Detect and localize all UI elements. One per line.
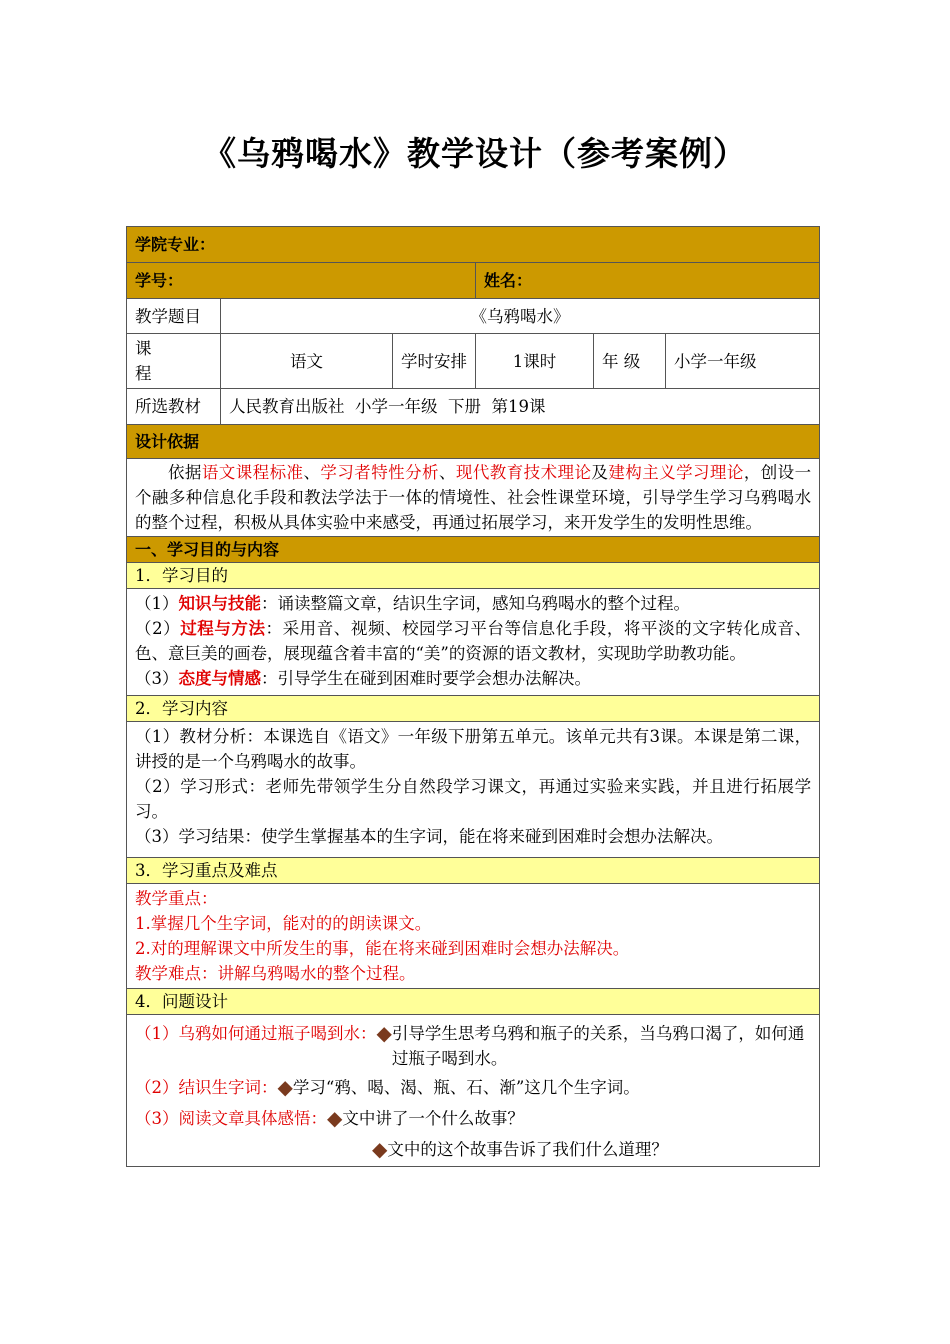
keypoint-2: 2.对的理解课文中所发生的事，能在将来碰到困难时会想办法解决。 bbox=[135, 939, 630, 958]
topic-row bbox=[127, 299, 820, 334]
hours-label: 学时安排 bbox=[393, 334, 476, 389]
lesson-plan-table bbox=[126, 226, 820, 1167]
goals-content bbox=[127, 589, 820, 696]
questions-body bbox=[127, 1015, 820, 1167]
question-2 bbox=[135, 1075, 811, 1100]
basis-term-constructivism: 建构主义学习理论 bbox=[608, 463, 744, 482]
goals-row bbox=[127, 589, 820, 696]
question-3-label: （3）阅读文章具体感悟： bbox=[135, 1109, 327, 1128]
basis-prefix: 依据 bbox=[168, 463, 202, 482]
basis-term-edtech: 现代教育技术理论 bbox=[455, 463, 592, 482]
basis-sep: 及 bbox=[591, 463, 609, 482]
content-result: （3）学习结果：使学生掌握基本的生字词，能在将来碰到困难时会想办法解决。 bbox=[135, 827, 723, 846]
college-row bbox=[127, 227, 820, 263]
diamond-bullet-icon: ◆ bbox=[372, 1137, 388, 1161]
course-row bbox=[127, 334, 820, 389]
section1-heading: 一、学习目的与内容 bbox=[127, 537, 820, 563]
basis-sep: 、 bbox=[303, 463, 321, 482]
questions-row bbox=[127, 1015, 820, 1167]
section1-heading-row bbox=[127, 537, 820, 563]
college-label: 学院专业： bbox=[127, 227, 820, 263]
keypoints-body bbox=[127, 884, 820, 989]
keypoints-label: 教学重点： bbox=[135, 889, 218, 908]
grade-value: 小学一年级 bbox=[666, 334, 820, 389]
diamond-bullet-icon: ◆ bbox=[327, 1106, 343, 1130]
goals-heading: 1．学习目的 bbox=[127, 563, 820, 589]
question-2-text: 学习“鸦、喝、渴、瓶、石、渐”这几个生字词。 bbox=[292, 1078, 640, 1097]
question-3 bbox=[135, 1106, 811, 1131]
basis-term-learner: 学习者特性分析 bbox=[320, 463, 439, 482]
course-label: 课程 bbox=[127, 334, 221, 389]
question-2-label: （2）结识生字词： bbox=[135, 1078, 278, 1097]
textbook-label: 所选教材 bbox=[127, 389, 221, 425]
grade-label: 年 级 bbox=[594, 334, 666, 389]
basis-rest: ，创设一个融多种信息化手段和教法学法于一体的情境性、社会性课堂环境，引导学生学习乌鸦喝水的整个过程，积极从具体实验中来感受，再通过拓展学习，来开发学生的发明性思维。 bbox=[135, 463, 812, 532]
content-heading-row bbox=[127, 696, 820, 722]
keypoints-heading: 3．学习重点及难点 bbox=[127, 858, 820, 884]
design-basis-row bbox=[127, 459, 820, 537]
diamond-bullet-icon: ◆ bbox=[376, 1021, 392, 1045]
topic-value: 《乌鸦喝水》 bbox=[221, 299, 820, 334]
keypoints-heading-row bbox=[127, 858, 820, 884]
content-heading: 2．学习内容 bbox=[127, 696, 820, 722]
goal-process: （2）过程与方法：采用音、视频、校园学习平台等信息化手段，将平淡的文字转化成音、色、意巨美的画卷，展现蕴含着丰富的“美”的资源的语文教材，实现助学助教功能。 bbox=[135, 619, 812, 663]
design-basis-paragraph bbox=[127, 459, 820, 537]
question-1-label: （1）乌鸦如何通过瓶子喝到水： bbox=[135, 1024, 377, 1043]
basis-sep: 、 bbox=[438, 463, 456, 482]
textbook-row bbox=[127, 389, 820, 425]
content-row bbox=[127, 722, 820, 858]
textbook-value: 人民教育出版社 小学一年级 下册 第19课 bbox=[221, 389, 820, 425]
content-analysis: （1）教材分析：本课选自《语文》一年级下册第五单元。该单元共有3课。本课是第二课，讲授的是一个乌鸦喝水的故事。 bbox=[135, 727, 812, 771]
question-3-text-2: 文中的这个故事告诉了我们什么道理？ bbox=[387, 1140, 668, 1159]
questions-heading-row bbox=[127, 989, 820, 1015]
difficulty: 教学难点：讲解乌鸦喝水的整个过程。 bbox=[135, 964, 416, 983]
question-3-text: 文中讲了一个什么故事？ bbox=[342, 1109, 524, 1128]
questions-heading: 4．问题设计 bbox=[127, 989, 820, 1015]
course-value: 语文 bbox=[221, 334, 393, 389]
name-label: 姓名： bbox=[476, 263, 820, 299]
content-form: （2）学习形式：老师先带领学生分自然段学习课文，再通过实验来实践，并且进行拓展学习。 bbox=[135, 777, 812, 821]
page-title: 《乌鸦喝水》教学设计（参考案例） bbox=[203, 134, 747, 173]
basis-term-curriculum: 语文课程标准 bbox=[201, 463, 304, 482]
question-1-text: 引导学生思考乌鸦和瓶子的关系，当乌鸦口渴了，如何通过瓶子喝到水。 bbox=[391, 1024, 805, 1068]
content-body bbox=[127, 722, 820, 858]
goal-knowledge: （1）知识与技能：诵读整篇文章，结识生字词，感知乌鸦喝水的整个过程。 bbox=[135, 594, 690, 613]
keypoints-row bbox=[127, 884, 820, 989]
diamond-bullet-icon: ◆ bbox=[277, 1075, 293, 1099]
student-row bbox=[127, 263, 820, 299]
goal-attitude: （3）态度与情感：引导学生在碰到困难时要学会想办法解决。 bbox=[135, 669, 591, 688]
student-id-label: 学号： bbox=[127, 263, 476, 299]
hours-value: 1课时 bbox=[476, 334, 594, 389]
question-3-extra bbox=[135, 1137, 811, 1162]
goals-heading-row bbox=[127, 563, 820, 589]
keypoint-1: 1.掌握几个生字词，能对的的朗读课文。 bbox=[135, 914, 432, 933]
question-1 bbox=[135, 1021, 811, 1071]
topic-label: 教学题目 bbox=[127, 299, 221, 334]
design-basis-heading: 设计依据 bbox=[127, 425, 820, 459]
design-basis-heading-row bbox=[127, 425, 820, 459]
